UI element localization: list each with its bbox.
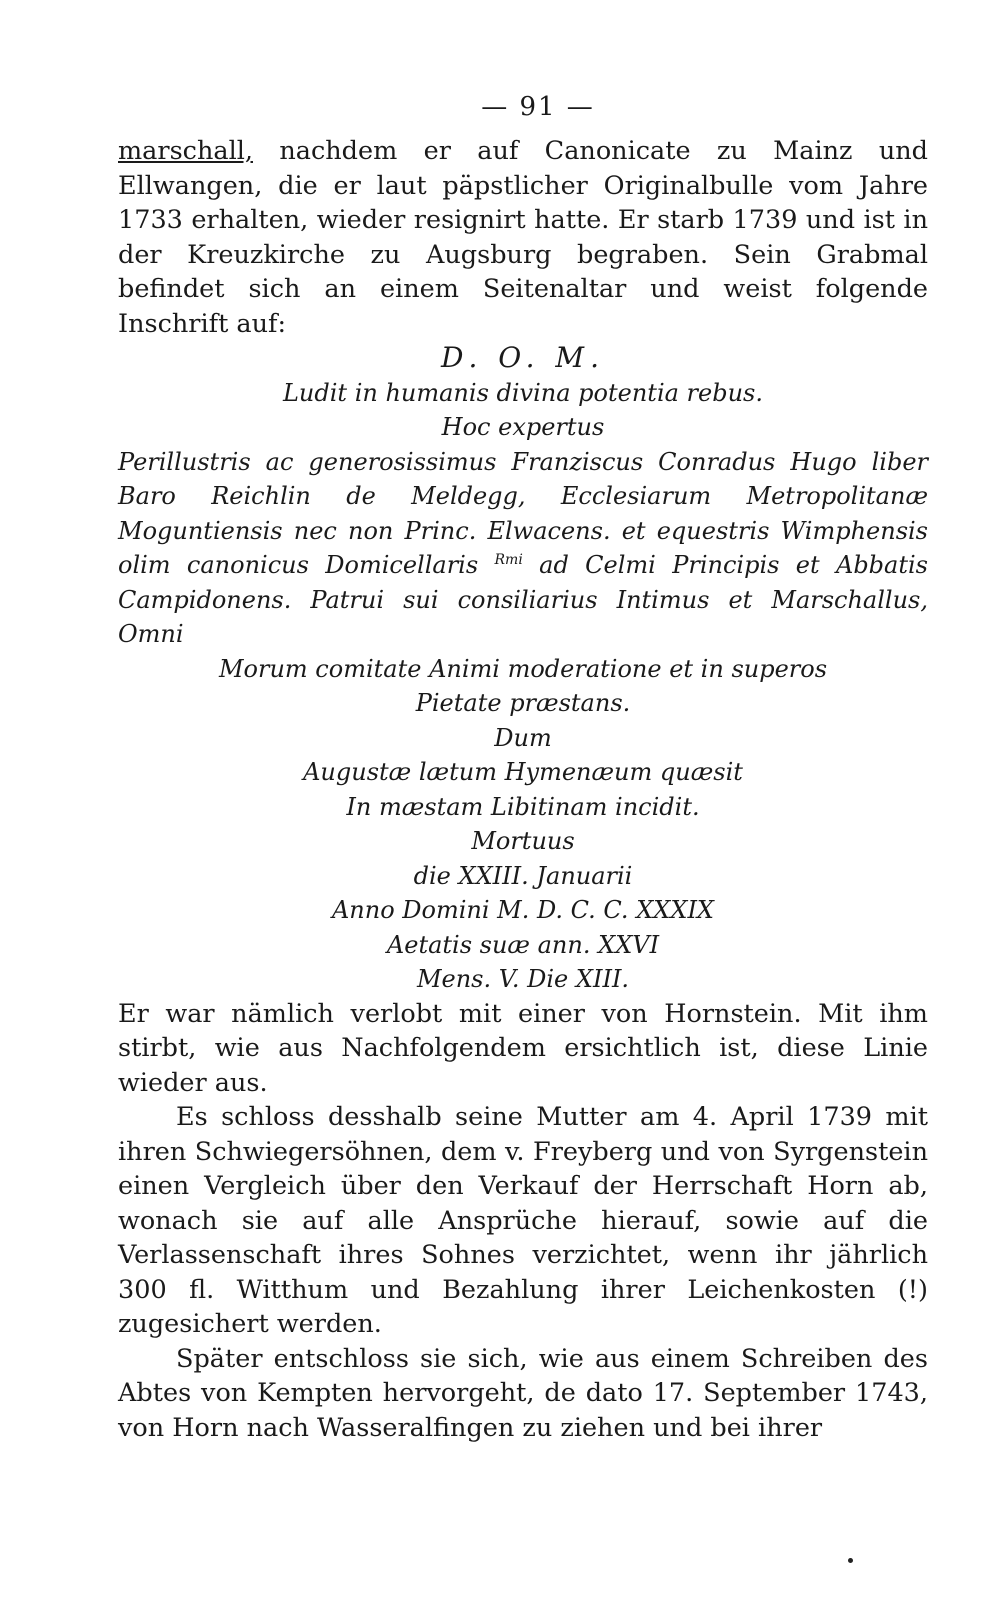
inscription-superscript: Rmi: [494, 552, 523, 568]
paragraph-settlement: Es schloss desshalb seine Mutter am 4. April 1739 mit ihren Schwiegersöhnen, dem v. Freyberg und von Syrgenstein einen Vergleich über den Verkauf der Herrschaft Horn ab, wonach sie auf alle Ansprüche hierauf, sowie auf die Verlassenschaft ihres Sohnes verzichtet, wenn ihr jährlich 300 fl. Witthum und Bezahlung ihrer Leichenkosten (!) zugesichert werden.: [118, 1102, 928, 1339]
inscription-dom: D. O. M.: [441, 341, 605, 374]
inscription-line: Mens. V. Die XIII.: [416, 965, 630, 993]
page-number: — 91 —: [481, 92, 595, 122]
underlined-word: marschall,: [118, 136, 253, 166]
inscription-line: Anno Domini M. D. C. C. XXXIX: [331, 896, 715, 924]
inscription-line: Pietate præstans.: [415, 689, 631, 717]
paragraph-intro: [118, 134, 928, 341]
paragraph-engagement: Er war nämlich verlobt mit einer von Hornstein. Mit ihm stirbt, wie aus Nachfolgendem ersichtlich ist, diese Linie wieder aus.: [118, 998, 928, 1098]
inscription-line: Morum comitate Animi moderatione et in superos: [218, 654, 828, 683]
inscription-line: Aetatis suæ ann. XXVI: [386, 930, 660, 959]
inscription-block-text: Perillustris ac generosissimus Franziscus Conradus Hugo liber Baro Reichlin de Meldegg, Ecclesiarum Metropolitanæ Moguntiensis nec non Princ. Elwacens. et equestris Wimphensis olim canonicus Domicellaris: [118, 447, 928, 579]
inscription-block: [118, 445, 928, 652]
paragraph-relocation: Später entschloss sie sich, wie aus einem Schreiben des Abtes von Kempten hervorgeht, de dato 17. September 1743, von Horn nach Wasseralfingen zu ziehen und bei ihrer: [118, 1343, 928, 1443]
inscription-line: die XXIII. Januarii: [413, 861, 633, 890]
grave-inscription: [118, 341, 928, 997]
inscription-line: Mortuus: [471, 827, 575, 855]
inscription-line: Hoc expertus: [441, 413, 605, 441]
stray-ink-dot: [848, 1558, 853, 1563]
inscription-block-text: ad Celmi Principis et Abbatis Campidonens. Patrui sui consiliarius Intimus et Marschallus, Omni: [118, 551, 928, 648]
paragraph-intro-text: nachdem er auf Canonicate zu Mainz und Ellwangen, die er laut päpstlicher Originalbulle vom Jahre 1733 erhalten, wieder resignirt hatte. Er starb 1739 und ist in der Kreuzkirche zu Augsburg begraben. Sein Grabmal befindet sich an einem Seitenaltar und weist folgende Inschrift auf:: [118, 136, 928, 339]
inscription-line: Ludit in humanis divina potentia rebus.: [282, 378, 763, 407]
inscription-line: Augustæ lætum Hymenæum quæsit: [303, 758, 743, 786]
inscription-line: Dum: [494, 723, 552, 752]
book-page: [118, 92, 928, 1445]
inscription-line: In mæstam Libitinam incidit.: [346, 792, 700, 821]
